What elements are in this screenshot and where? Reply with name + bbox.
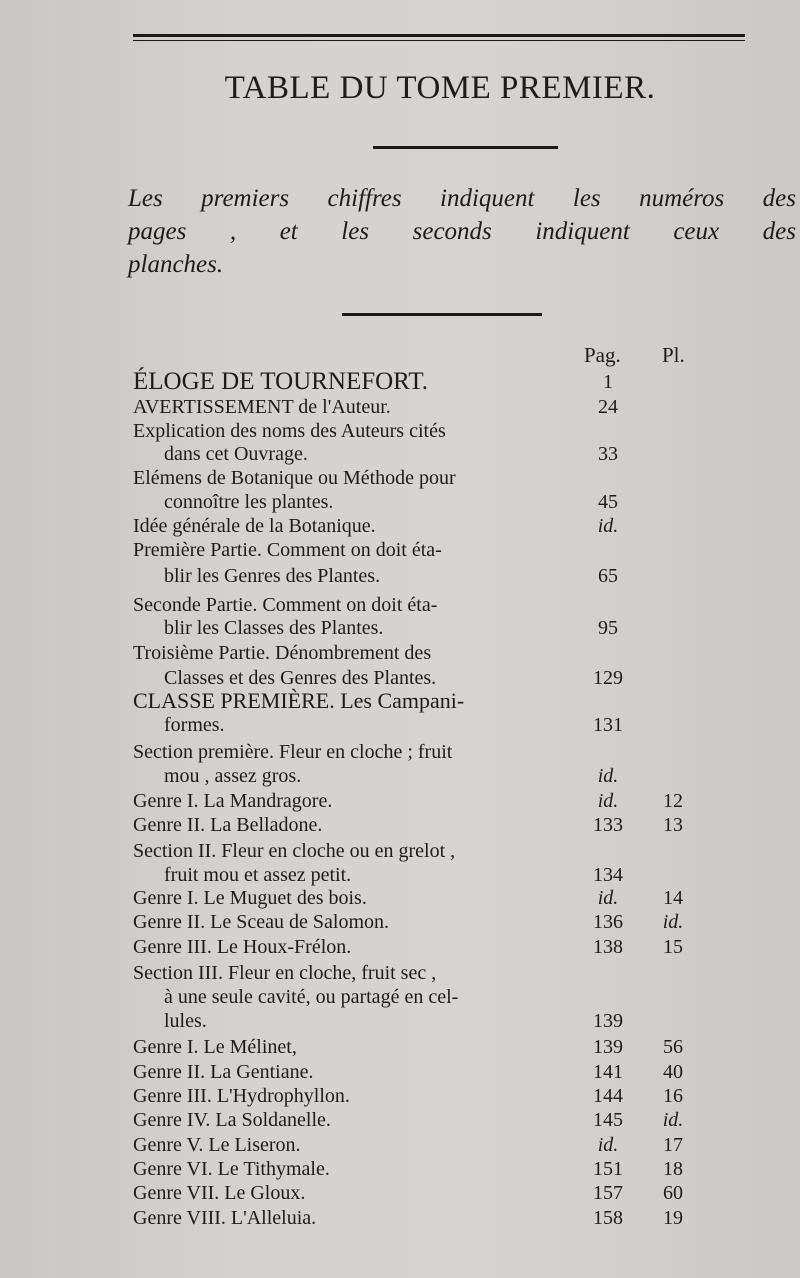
toc-entry: blir les Genres des Plantes.: [164, 565, 381, 587]
toc-row: [133, 689, 733, 713]
toc-plate: 60: [663, 1182, 683, 1204]
toc-page: id.: [597, 515, 619, 537]
toc-row: [133, 1181, 733, 1205]
toc-page: 24: [598, 396, 618, 418]
toc-row: [133, 713, 733, 737]
toc-page: 45: [598, 491, 618, 513]
toc-entry: Genre III. Le Houx-Frélon.: [133, 936, 352, 958]
toc-entry: mou , assez gros.: [164, 765, 302, 787]
toc-entry: Genre V. Le Liseron.: [133, 1134, 301, 1156]
note-line-1: Les premiers chiffres indiquent les numéros des: [128, 185, 796, 212]
toc-row: [133, 985, 733, 1009]
toc-page: 144: [593, 1085, 623, 1107]
toc-plate: 17: [663, 1134, 683, 1156]
toc-entry: Genre IV. La Soldanelle.: [133, 1109, 331, 1131]
toc-page: 139: [593, 1036, 623, 1058]
toc-page: 139: [593, 1010, 623, 1032]
toc-row: [133, 1009, 733, 1033]
toc-row: [133, 490, 733, 514]
toc-entry: Troisième Partie. Dénombrement des: [133, 642, 432, 664]
toc-row: [133, 1035, 733, 1059]
toc-entry: fruit mou et assez petit.: [164, 864, 352, 886]
toc-plate: 13: [663, 814, 683, 836]
toc-page: 136: [593, 911, 623, 933]
toc-page: 95: [598, 617, 618, 639]
toc-entry: lules.: [164, 1010, 207, 1032]
toc-entry: Elémens de Botanique ou Méthode pour: [133, 467, 456, 489]
toc-row: [133, 466, 733, 490]
toc-entry: Seconde Partie. Comment on doit éta-: [133, 594, 438, 616]
toc-plate: 19: [663, 1207, 683, 1229]
toc-page: 158: [593, 1207, 623, 1229]
toc-row: [133, 1157, 733, 1181]
toc-row: [133, 564, 733, 588]
toc-page: 133: [593, 814, 623, 836]
toc-page: 141: [593, 1061, 623, 1083]
note-line-2: pages , et les seconds indiquent ceux des: [128, 218, 796, 245]
toc-entry: Idée générale de la Botanique.: [133, 515, 376, 537]
toc-row: [133, 442, 733, 466]
toc-page: 151: [593, 1158, 623, 1180]
toc-entry: Première Partie. Comment on doit éta-: [133, 539, 442, 561]
toc-row: [133, 839, 733, 863]
toc-plate: 14: [663, 887, 683, 909]
toc-plate: 56: [663, 1036, 683, 1058]
toc-row: [133, 886, 733, 910]
toc-page: id.: [597, 887, 619, 909]
toc-row: [133, 370, 733, 394]
toc-entry: à une seule cavité, ou partagé en cel-: [164, 986, 459, 1008]
toc-entry: Section première. Fleur en cloche ; fruit: [133, 741, 453, 763]
top-rule: [133, 34, 745, 37]
toc-row: [133, 1060, 733, 1084]
toc-row: [133, 863, 733, 887]
toc-entry: AVERTISSEMENT de l'Auteur.: [133, 396, 391, 418]
toc-row: [133, 764, 733, 788]
toc-entry: CLASSE PREMIÈRE. Les Campani-: [133, 688, 465, 713]
toc-row: [133, 740, 733, 764]
toc-row: [133, 1206, 733, 1230]
toc-page: 131: [593, 714, 623, 736]
toc-plate: id.: [662, 1109, 684, 1131]
toc-row: [133, 641, 733, 665]
toc-entry: Genre I. Le Muguet des bois.: [133, 887, 367, 909]
toc-entry: Explication des noms des Auteurs cités: [133, 420, 446, 442]
toc-entry: Genre II. La Gentiane.: [133, 1061, 314, 1083]
toc-plate: 18: [663, 1158, 683, 1180]
toc-page: 134: [593, 864, 623, 886]
toc-row: [133, 910, 733, 934]
toc-row: [133, 395, 733, 419]
toc-page: 33: [598, 443, 618, 465]
toc-row: [133, 1133, 733, 1157]
toc-entry: connoître les plantes.: [164, 491, 334, 513]
toc-page: 129: [593, 667, 623, 689]
toc-entry: ÉLOGE DE TOURNEFORT.: [133, 368, 429, 395]
toc-plate: id.: [662, 911, 684, 933]
toc-row: [133, 961, 733, 985]
toc-entry: formes.: [164, 714, 225, 736]
toc-page: id.: [597, 1134, 619, 1156]
toc-row: [133, 1084, 733, 1108]
toc-plate: 15: [663, 936, 683, 958]
toc-entry: Genre I. Le Mélinet,: [133, 1036, 297, 1058]
toc-page: 1: [603, 371, 613, 393]
toc-row: [133, 514, 733, 538]
toc-row: [133, 813, 733, 837]
toc-page: 157: [593, 1182, 623, 1204]
toc-entry: Genre I. La Mandragore.: [133, 790, 333, 812]
toc-entry: Classes et des Genres des Plantes.: [164, 667, 437, 689]
toc-entry: blir les Classes des Plantes.: [164, 617, 384, 639]
toc-plate: 40: [663, 1061, 683, 1083]
toc-row: [133, 616, 733, 640]
toc-page: id.: [597, 790, 619, 812]
toc-entry: Genre VIII. L'Alleluia.: [133, 1207, 317, 1229]
toc-row: [133, 935, 733, 959]
page-title: TABLE DU TOME PREMIER.: [224, 70, 656, 106]
toc-row: [133, 538, 733, 562]
note-line-3: planches.: [128, 251, 224, 278]
toc-page: 145: [593, 1109, 623, 1131]
toc-entry: Genre II. Le Sceau de Salomon.: [133, 911, 390, 933]
toc-page: id.: [597, 765, 619, 787]
toc-entry: Section II. Fleur en cloche ou en grelot ,: [133, 840, 456, 862]
toc-entry: Genre VII. Le Gloux.: [133, 1182, 306, 1204]
toc-page: 138: [593, 936, 623, 958]
column-header-plate: Pl.: [662, 343, 685, 367]
toc-plate: 12: [663, 790, 683, 812]
toc-entry: Genre VI. Le Tithymale.: [133, 1158, 330, 1180]
toc-row: [133, 419, 733, 443]
note-rule: [342, 313, 542, 316]
toc-page: 65: [598, 565, 618, 587]
column-header-page: Pag.: [584, 343, 621, 367]
toc-row: [133, 593, 733, 617]
toc-row: [133, 666, 733, 690]
toc-plate: 16: [663, 1085, 683, 1107]
toc-entry: Genre III. L'Hydrophyllon.: [133, 1085, 350, 1107]
toc-entry: dans cet Ouvrage.: [164, 443, 308, 465]
toc-row: [133, 789, 733, 813]
toc-entry: Genre II. La Belladone.: [133, 814, 323, 836]
toc-entry: Section III. Fleur en cloche, fruit sec ,: [133, 962, 437, 984]
toc-row: [133, 1108, 733, 1132]
title-rule: [373, 146, 558, 149]
